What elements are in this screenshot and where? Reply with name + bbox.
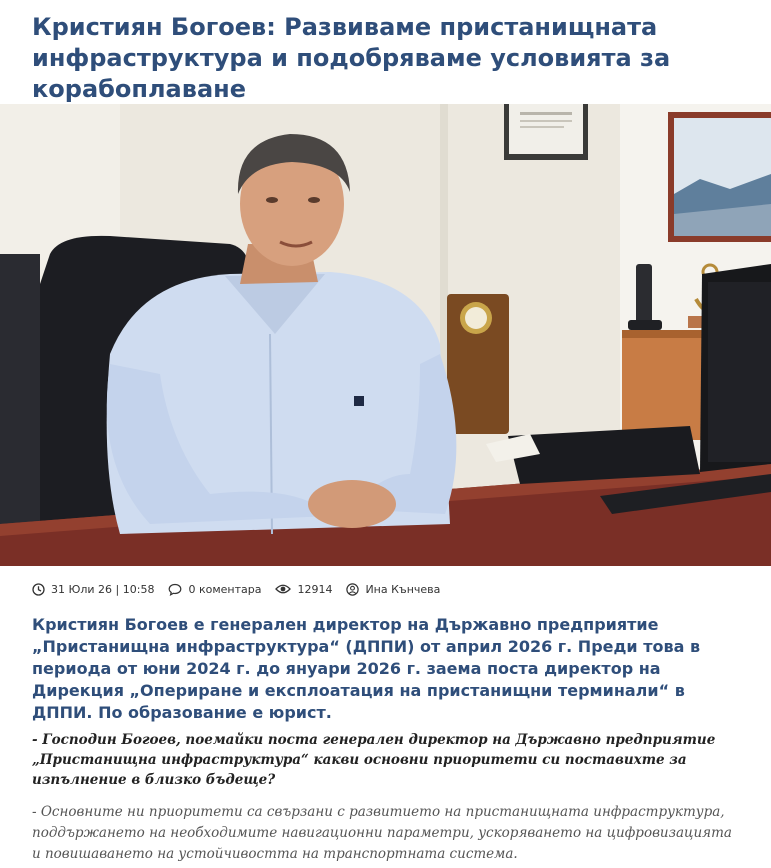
user-icon (346, 583, 359, 596)
article-meta (0, 566, 771, 612)
date-text: 31 Юли 26 | 10:58 (51, 582, 155, 596)
meta-date (32, 583, 154, 596)
photo-illustration (0, 104, 771, 566)
views-count: 12914 (297, 582, 333, 596)
article-lead: Кристиян Богоев е генерален директор на Държавно предприятие „Пристанищна инфраструктура“ (ДППИ) от април 2026 г. Преди това в периода от юни 2024 г. до януари 2026 г. заема поста директор на Дирекция „Опериране и експлоатация на пристанищни терминали“ в ДППИ. По образование е юрист. (32, 615, 701, 722)
interview-question: - Господин Богоев, поемайки поста генерален директор на Държавно предприятие „Пристанищна инфраструктура“ какви основни приоритети си поставихте за изпълнение в близко бъдеще? (32, 732, 716, 788)
author-name[interactable]: Ина Кънчева (365, 582, 441, 596)
meta-comments[interactable] (168, 583, 261, 596)
article-title: Кристиян Богоев: Развиваме пристанищната инфраструктура и подобряваме условията за корабоплаване (32, 13, 671, 103)
eye-icon (275, 583, 291, 595)
article-photo (0, 104, 771, 566)
clock-icon (32, 583, 45, 596)
interview-answer: - Основните ни приоритети са свързани с развитието на пристанищната инфраструктура, поддържането на необходимите навигационни параметри, ускоряването на цифровизацията и повишаването на устойчивостта на транспортната система. (32, 804, 732, 862)
comments-count[interactable]: 0 коментара (188, 582, 262, 596)
meta-author[interactable] (346, 583, 440, 596)
comment-icon (168, 583, 182, 596)
meta-views (275, 583, 332, 596)
